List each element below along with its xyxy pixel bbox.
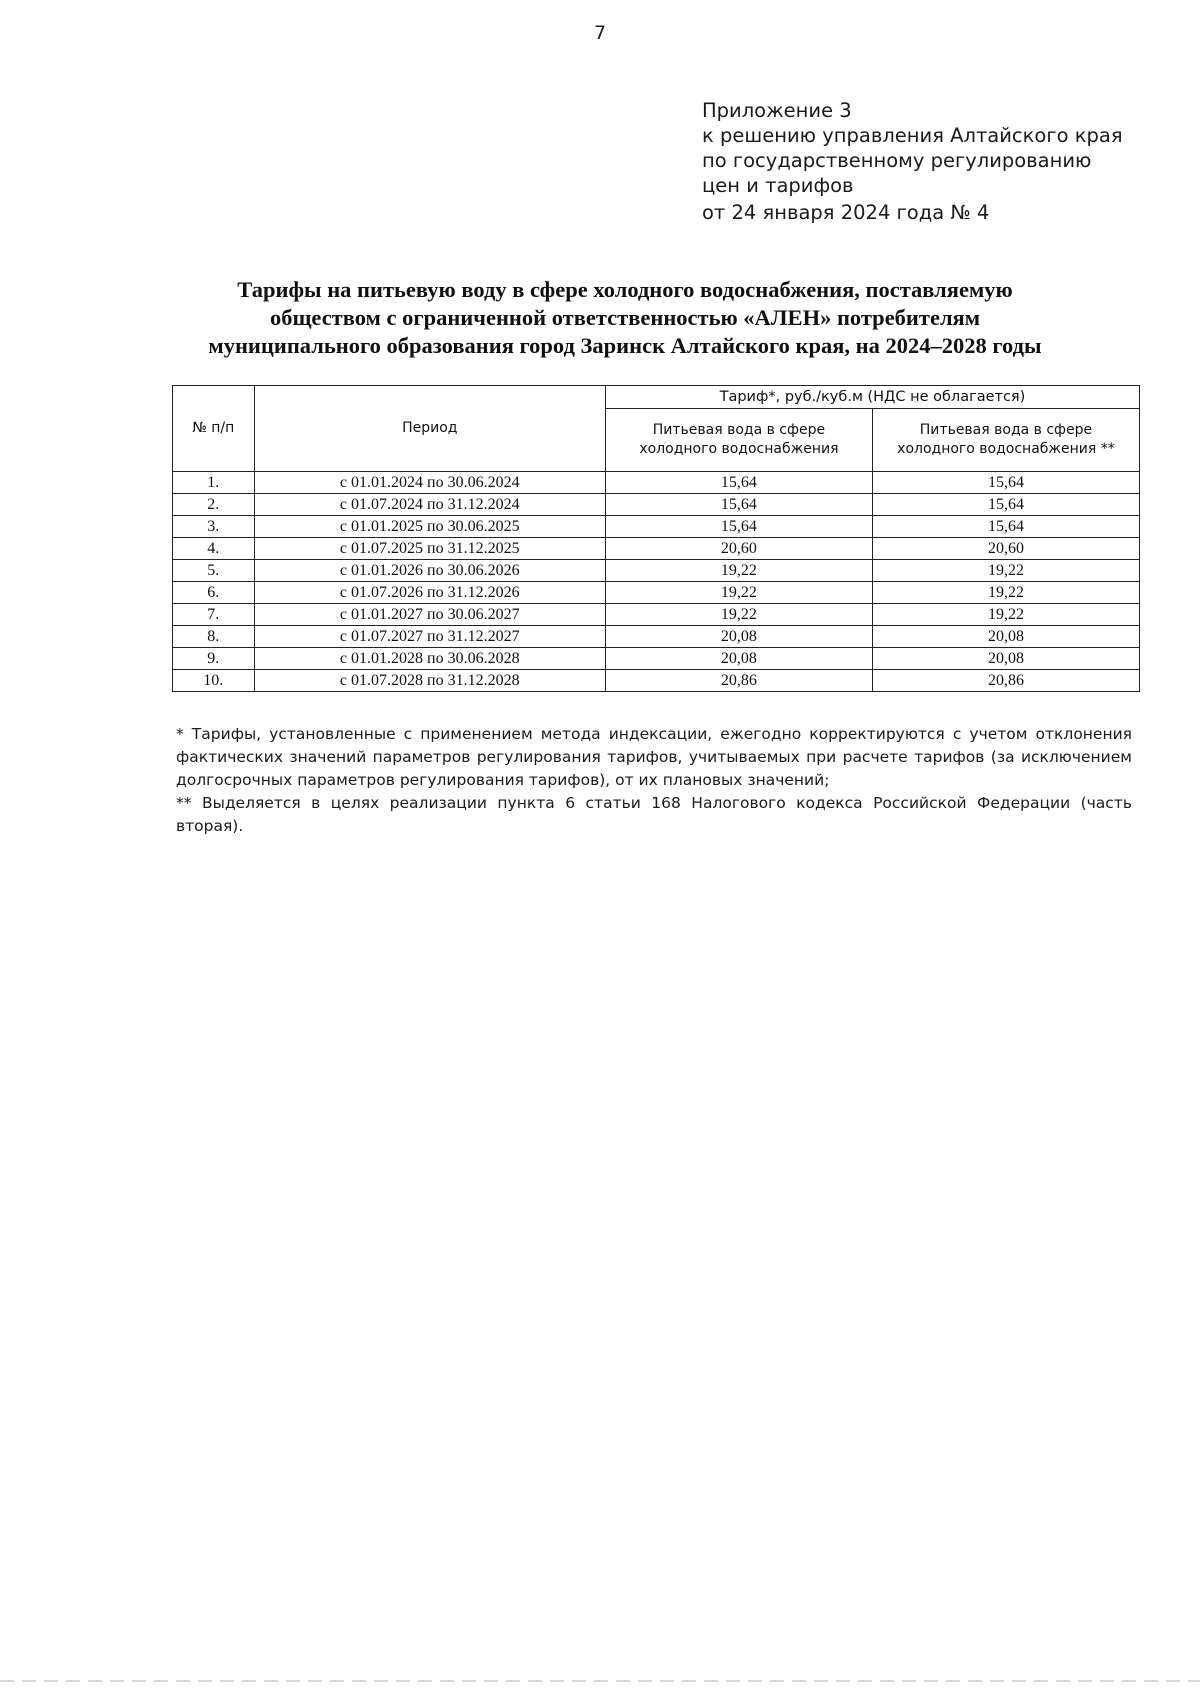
page-number: 7 [593,22,607,44]
row-num: 1. [173,472,255,494]
row-tariff-a: 19,22 [605,604,872,626]
table-row [173,538,1140,560]
row-tariff-b: 19,22 [872,582,1139,604]
table-row [173,494,1140,516]
row-num: 2. [173,494,255,516]
row-tariff-a: 15,64 [605,516,872,538]
row-tariff-a: 20,86 [605,670,872,692]
row-tariff-b: 20,86 [872,670,1139,692]
row-tariff-b: 15,64 [872,472,1139,494]
row-tariff-a: 20,08 [605,626,872,648]
row-tariff-b: 19,22 [872,560,1139,582]
table-row [173,626,1140,648]
row-tariff-b: 15,64 [872,516,1139,538]
table-row [173,604,1140,626]
row-num: 10. [173,670,255,692]
table-row [173,648,1140,670]
row-tariff-a: 19,22 [605,560,872,582]
appendix-line: по государственному регулированию [702,149,1092,172]
appendix-block [702,98,1123,225]
appendix-line: Приложение 3 [702,99,852,122]
footnotes [176,723,1132,838]
row-tariff-b: 15,64 [872,494,1139,516]
appendix-line: от 24 января 2024 года № 4 [702,201,990,224]
title-line: Тарифы на питьевую воду в сфере холодного водоснабжения, поставляемую [237,277,1013,302]
tariffs-table [172,385,1140,692]
table-row [173,472,1140,494]
footnote-2: ** Выделяется в целях реализации пункта 6 статьи 168 Налогового кодекса Российской Федерации (часть вторая). [176,794,1132,835]
header-col-a: Питьевая вода в сфере холодного водоснабжения [605,409,872,472]
row-period: с 01.07.2027 по 31.12.2027 [254,626,605,648]
table-row [173,582,1140,604]
row-period: с 01.01.2024 по 30.06.2024 [254,472,605,494]
row-period: с 01.01.2027 по 30.06.2027 [254,604,605,626]
row-period: с 01.07.2026 по 31.12.2026 [254,582,605,604]
document-title [150,276,1100,360]
row-tariff-a: 19,22 [605,582,872,604]
appendix-line: цен и тарифов [702,174,854,197]
row-num: 8. [173,626,255,648]
row-num: 3. [173,516,255,538]
title-line: обществом с ограниченной ответственностью «АЛЕН» потребителям [269,305,981,330]
row-period: с 01.01.2028 по 30.06.2028 [254,648,605,670]
header-num: № п/п [173,386,255,472]
row-tariff-a: 20,60 [605,538,872,560]
footnote-1: * Тарифы, установленные с применением метода индексации, ежегодно корректируются с учетом отклонения фактических значений параметров регулирования тарифов, учитываемых при расчете тарифов (за исключением долгосрочных параметров регулирования тарифов), от их плановых значений; [176,725,1132,789]
row-num: 5. [173,560,255,582]
row-num: 4. [173,538,255,560]
row-tariff-b: 20,60 [872,538,1139,560]
row-tariff-a: 20,08 [605,648,872,670]
header-col-b: Питьевая вода в сфере холодного водоснабжения ** [872,409,1139,472]
row-num: 6. [173,582,255,604]
row-num: 7. [173,604,255,626]
row-tariff-a: 15,64 [605,494,872,516]
row-tariff-b: 20,08 [872,626,1139,648]
row-period: с 01.07.2025 по 31.12.2025 [254,538,605,560]
title-line: муниципального образования город Заринск Алтайского края, на 2024–2028 годы [208,333,1042,358]
row-num: 9. [173,648,255,670]
row-period: с 01.01.2026 по 30.06.2026 [254,560,605,582]
table-row [173,516,1140,538]
row-tariff-b: 20,08 [872,648,1139,670]
header-tariff: Тариф*, руб./куб.м (НДС не облагается) [605,386,1139,409]
table-row [173,670,1140,692]
row-period: с 01.01.2025 по 30.06.2025 [254,516,605,538]
row-period: с 01.07.2024 по 31.12.2024 [254,494,605,516]
header-period: Период [254,386,605,472]
row-tariff-b: 19,22 [872,604,1139,626]
row-tariff-a: 15,64 [605,472,872,494]
appendix-line: к решению управления Алтайского края [702,124,1123,147]
table-row [173,560,1140,582]
scan-artifact-line [0,1680,1200,1682]
row-period: с 01.07.2028 по 31.12.2028 [254,670,605,692]
